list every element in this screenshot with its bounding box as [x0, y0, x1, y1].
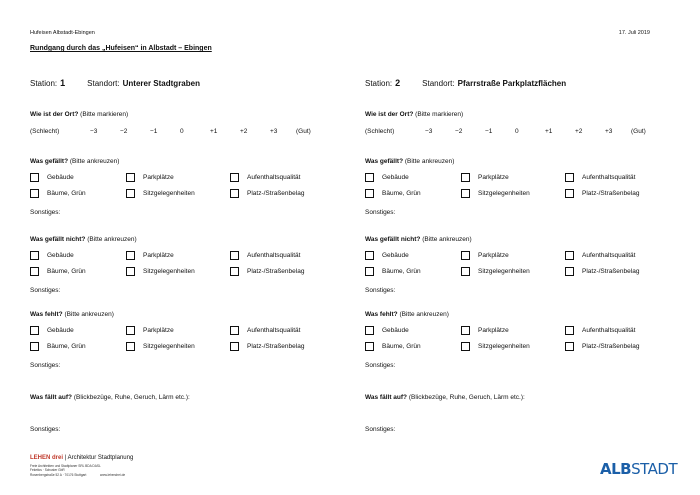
checkbox-label: Gebäude — [47, 174, 74, 181]
question-location-rating: Wie ist der Ort? (Bitte markieren) — [365, 111, 464, 118]
checkbox-option[interactable] — [230, 189, 304, 198]
rating-option[interactable]: +1 — [210, 128, 218, 135]
rating-scale-label: (Gut) — [631, 128, 646, 135]
checkbox-label: Sitzgelegenheiten — [478, 268, 530, 275]
checkbox[interactable] — [365, 267, 374, 276]
checkbox[interactable] — [126, 267, 135, 276]
checkbox-option[interactable] — [565, 326, 635, 335]
standort-label: Standort: — [87, 79, 120, 88]
checkbox[interactable] — [30, 342, 39, 351]
checkbox[interactable] — [30, 251, 39, 260]
checkbox-label: Bäume, Grün — [47, 343, 86, 350]
checkbox[interactable] — [126, 326, 135, 335]
checkbox[interactable] — [365, 173, 374, 182]
checkbox[interactable] — [461, 173, 470, 182]
checkbox-label: Platz-/Straßenbelag — [582, 190, 640, 197]
checkbox-option[interactable] — [30, 342, 86, 351]
checkbox-label: Platz-/Straßenbelag — [247, 190, 305, 197]
sonstiges-field[interactable]: Sonstiges: — [30, 426, 61, 433]
checkbox[interactable] — [365, 251, 374, 260]
checkbox-label: Aufenthaltsqualität — [582, 174, 636, 181]
question-location-rating: Wie ist der Ort? (Bitte markieren) — [30, 111, 129, 118]
checkbox-label: Gebäude — [382, 174, 409, 181]
checkbox-option[interactable] — [365, 173, 409, 182]
checkbox-option[interactable] — [461, 251, 509, 260]
checkbox[interactable] — [461, 267, 470, 276]
rating-option[interactable]: +1 — [545, 128, 553, 135]
checkbox[interactable] — [230, 173, 239, 182]
footer-line-3: Rosenbergstraße 52 A · 70176 Stuttgart — [30, 472, 87, 477]
checkbox-option[interactable] — [30, 267, 86, 276]
sonstiges-field[interactable]: Sonstiges: — [30, 362, 61, 369]
checkbox-option[interactable] — [565, 173, 635, 182]
checkbox-option[interactable] — [126, 251, 174, 260]
rating-option[interactable]: 0 — [180, 128, 184, 135]
org-header: Hufeisen Albstadt-Ebingen — [30, 30, 95, 36]
checkbox-option[interactable] — [126, 326, 174, 335]
checkbox-label: Sitzgelegenheiten — [143, 268, 195, 275]
rating-option[interactable]: +3 — [605, 128, 613, 135]
sonstiges-field[interactable]: Sonstiges: — [365, 426, 396, 433]
checkbox-label: Aufenthaltsqualität — [247, 327, 301, 334]
checkbox-option[interactable] — [565, 267, 639, 276]
checkbox-label: Gebäude — [382, 252, 409, 259]
checkbox-option[interactable] — [126, 342, 195, 351]
checkbox-option[interactable] — [365, 251, 409, 260]
checkbox-option[interactable] — [365, 326, 409, 335]
checkbox-label: Bäume, Grün — [47, 268, 86, 275]
checkbox-option[interactable] — [461, 267, 530, 276]
footer-line-2: Feketics · Schuster GbR — [30, 468, 65, 473]
checkbox-label: Gebäude — [47, 327, 74, 334]
checkbox[interactable] — [461, 326, 470, 335]
checkbox-option[interactable] — [565, 189, 639, 198]
standort-value: Unterer Stadtgraben — [122, 79, 200, 88]
checkbox-option[interactable] — [461, 326, 509, 335]
checkbox-label: Parkplätze — [478, 252, 509, 259]
checkbox-label: Platz-/Straßenbelag — [582, 343, 640, 350]
sonstiges-field[interactable]: Sonstiges: — [30, 209, 61, 216]
document-title: Rundgang durch das „Hufeisen“ in Albstadt – Ebingen — [30, 45, 212, 52]
checkbox[interactable] — [565, 189, 574, 198]
checkbox[interactable] — [30, 267, 39, 276]
checkbox[interactable] — [30, 189, 39, 198]
question-noticeable: Was fällt auf? (Blickbezüge, Ruhe, Geruch, Lärm etc.): — [365, 394, 525, 401]
checkbox-label: Bäume, Grün — [382, 268, 421, 275]
rating-option[interactable]: +2 — [240, 128, 248, 135]
checkbox-label: Parkplätze — [143, 252, 174, 259]
station-number: 1 — [60, 78, 66, 88]
checkbox[interactable] — [365, 326, 374, 335]
question-likes: Was gefällt? (Bitte ankreuzen) — [30, 158, 120, 165]
standort-label: Standort: — [422, 79, 455, 88]
station-column-2 — [365, 78, 685, 438]
checkbox-option[interactable] — [461, 342, 530, 351]
question-missing: Was fehlt? (Bitte ankreuzen) — [365, 311, 449, 318]
brand-name: LEHEN drei — [30, 455, 64, 461]
checkbox[interactable] — [565, 326, 574, 335]
question-dislikes: Was gefällt nicht? (Bitte ankreuzen) — [365, 236, 472, 243]
checkbox-option[interactable] — [365, 342, 421, 351]
checkbox-option[interactable] — [30, 189, 86, 198]
checkbox-label: Bäume, Grün — [382, 190, 421, 197]
checkbox-label: Bäume, Grün — [47, 190, 86, 197]
checkbox[interactable] — [126, 342, 135, 351]
rating-option[interactable]: −2 — [455, 128, 463, 135]
rating-option[interactable]: +2 — [575, 128, 583, 135]
rating-option[interactable]: 0 — [515, 128, 519, 135]
checkbox-option[interactable] — [230, 326, 300, 335]
sonstiges-field[interactable]: Sonstiges: — [365, 209, 396, 216]
checkbox-label: Sitzgelegenheiten — [478, 343, 530, 350]
question-missing: Was fehlt? (Bitte ankreuzen) — [30, 311, 114, 318]
sonstiges-field[interactable]: Sonstiges: — [30, 287, 61, 294]
standort-value: Pfarrstraße Parkplatzflächen — [457, 79, 567, 88]
checkbox[interactable] — [461, 189, 470, 198]
albstadt-logo — [600, 460, 677, 478]
checkbox-option[interactable] — [565, 342, 639, 351]
checkbox-label: Parkplätze — [478, 327, 509, 334]
rating-scale — [365, 128, 665, 138]
sonstiges-field[interactable]: Sonstiges: — [365, 362, 396, 369]
checkbox-option[interactable] — [30, 173, 74, 182]
brand-subtitle: | Architektur Stadtplanung — [64, 455, 134, 461]
checkbox[interactable] — [230, 342, 239, 351]
checkbox-option[interactable] — [230, 173, 300, 182]
checkbox[interactable] — [230, 251, 239, 260]
checkbox[interactable] — [230, 326, 239, 335]
checkbox[interactable] — [126, 251, 135, 260]
checkbox[interactable] — [365, 189, 374, 198]
checkbox-option[interactable] — [126, 267, 195, 276]
station-header — [30, 78, 350, 92]
checkbox[interactable] — [30, 173, 39, 182]
checkbox-label: Platz-/Straßenbelag — [582, 268, 640, 275]
checkbox[interactable] — [565, 342, 574, 351]
checkbox[interactable] — [230, 189, 239, 198]
rating-option[interactable]: −3 — [90, 128, 98, 135]
date-header: 17. Juli 2019 — [618, 30, 650, 36]
rating-option[interactable]: −2 — [120, 128, 128, 135]
checkbox-label: Parkplätze — [143, 174, 174, 181]
checkbox[interactable] — [461, 251, 470, 260]
checkbox-option[interactable] — [230, 342, 304, 351]
checkbox[interactable] — [230, 267, 239, 276]
station-header — [365, 78, 685, 92]
checkbox-option[interactable] — [30, 251, 74, 260]
sonstiges-field[interactable]: Sonstiges: — [365, 287, 396, 294]
checkbox-label: Aufenthaltsqualität — [582, 327, 636, 334]
checkbox[interactable] — [461, 342, 470, 351]
checkbox-option[interactable] — [365, 267, 421, 276]
station-label: Station: — [365, 79, 393, 88]
checkbox-label: Aufenthaltsqualität — [582, 252, 636, 259]
checkbox-label: Bäume, Grün — [382, 343, 421, 350]
rating-option[interactable]: −1 — [150, 128, 158, 135]
logo-thin: STADT — [631, 460, 678, 478]
station-column-1 — [30, 78, 350, 438]
rating-scale-label: (Schlecht) — [365, 128, 395, 135]
rating-scale — [30, 128, 330, 138]
checkbox-label: Platz-/Straßenbelag — [247, 268, 305, 275]
rating-option[interactable]: −3 — [425, 128, 433, 135]
question-dislikes: Was gefällt nicht? (Bitte ankreuzen) — [30, 236, 137, 243]
checkbox-option[interactable] — [565, 251, 635, 260]
checkbox[interactable] — [365, 342, 374, 351]
checkbox-label: Sitzgelegenheiten — [143, 190, 195, 197]
question-noticeable: Was fällt auf? (Blickbezüge, Ruhe, Geruch, Lärm etc.): — [30, 394, 190, 401]
checkbox[interactable] — [30, 326, 39, 335]
checkbox-option[interactable] — [230, 251, 300, 260]
checkbox-option[interactable] — [126, 189, 195, 198]
checkbox-label: Aufenthaltsqualität — [247, 252, 301, 259]
footer-brand — [30, 455, 133, 461]
checkbox-label: Aufenthaltsqualität — [247, 174, 301, 181]
footer-web: www.lehendrei.de — [100, 472, 126, 477]
checkbox-label: Gebäude — [47, 252, 74, 259]
footer-address — [30, 464, 230, 477]
checkbox-option[interactable] — [230, 267, 304, 276]
checkbox-label: Gebäude — [382, 327, 409, 334]
checkbox-option[interactable] — [30, 326, 74, 335]
checkbox-label: Sitzgelegenheiten — [143, 343, 195, 350]
checkbox-option[interactable] — [461, 173, 509, 182]
rating-scale-label: (Schlecht) — [30, 128, 60, 135]
rating-option[interactable]: −1 — [485, 128, 493, 135]
rating-option[interactable]: +3 — [270, 128, 278, 135]
checkbox-label: Platz-/Straßenbelag — [247, 343, 305, 350]
checkbox[interactable] — [565, 251, 574, 260]
question-likes: Was gefällt? (Bitte ankreuzen) — [365, 158, 455, 165]
rating-scale-label: (Gut) — [296, 128, 311, 135]
checkbox-option[interactable] — [365, 189, 421, 198]
checkbox[interactable] — [126, 189, 135, 198]
checkbox-label: Parkplätze — [478, 174, 509, 181]
checkbox[interactable] — [565, 173, 574, 182]
checkbox-option[interactable] — [126, 173, 174, 182]
station-number: 2 — [395, 78, 401, 88]
logo-bold: ALB — [600, 460, 632, 478]
checkbox[interactable] — [126, 173, 135, 182]
checkbox[interactable] — [565, 267, 574, 276]
checkbox-option[interactable] — [461, 189, 530, 198]
footer-line-1: Freie Architekten und Stadtplaner SRL BDA DASL — [30, 464, 101, 468]
checkbox-label: Sitzgelegenheiten — [478, 190, 530, 197]
checkbox-label: Parkplätze — [143, 327, 174, 334]
station-label: Station: — [30, 79, 58, 88]
